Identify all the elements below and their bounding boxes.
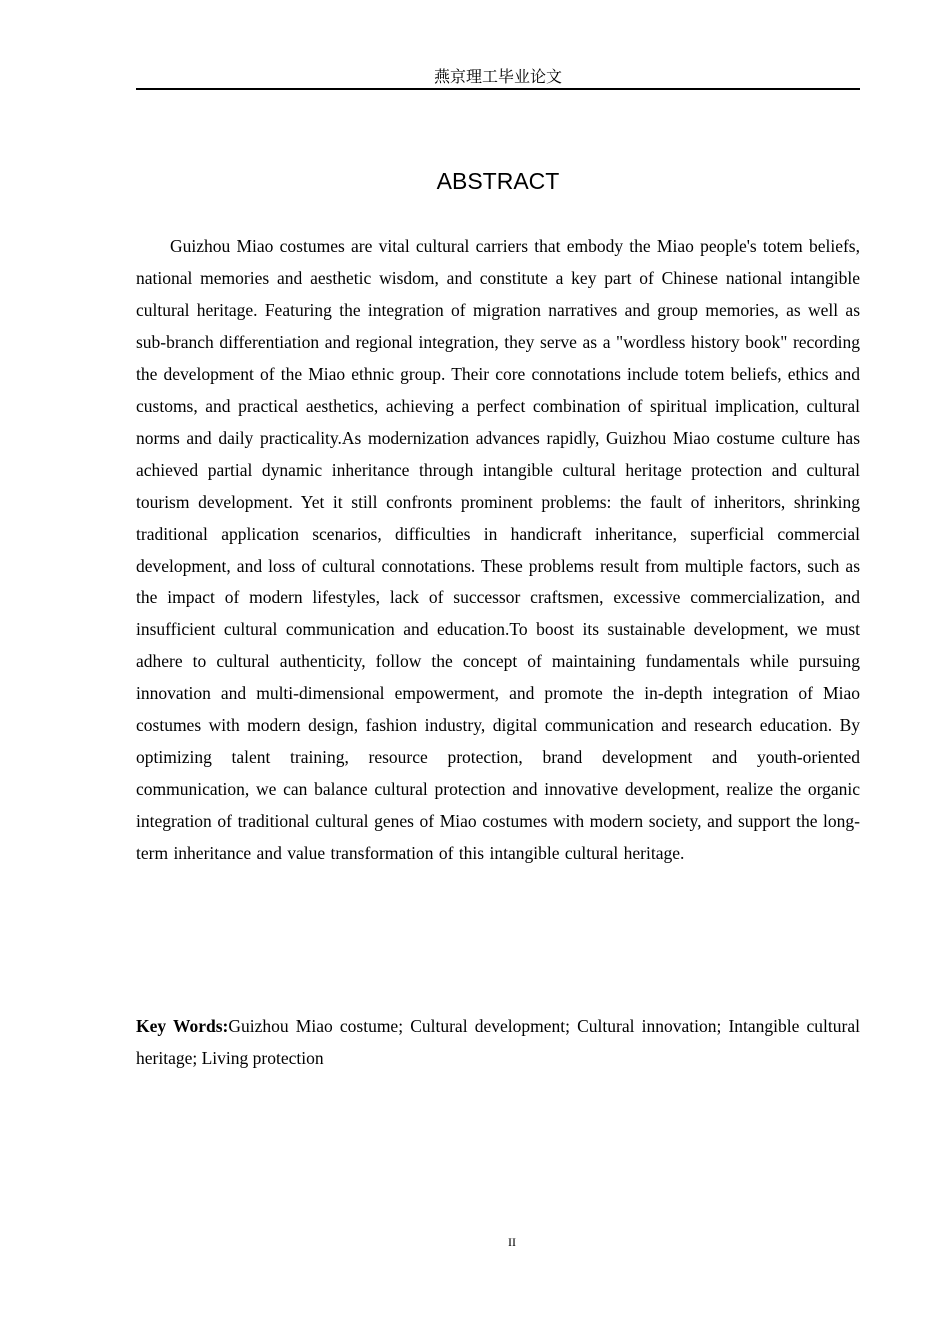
abstract-title: ABSTRACT <box>436 168 560 194</box>
keywords-paragraph <box>136 1010 860 1074</box>
header-rule <box>136 88 860 90</box>
page-number: II <box>508 1235 516 1249</box>
running-header: 燕京理工毕业论文 <box>433 67 562 86</box>
keywords-list: Guizhou Miao costume; Cultural development; Cultural innovation; Intangible cultural heritage; Living protection <box>136 1016 860 1068</box>
abstract-paragraph: Guizhou Miao costumes are vital cultural carriers that embody the Miao people's totem beliefs, national memories and aesthetic wisdom, and constitute a key part of Chinese national intangible cultural heritage. Featuring the integration of migration narratives and group memories, as well as sub-branch differentiation and regional integration, they serve as a "wordless history book" recording the development of the Miao ethnic group. Their core connotations include totem beliefs, ethics and customs, and practical aesthetics, achieving a perfect combination of spiritual implication, cultural norms and daily practicality.As modernization advances rapidly, Guizhou Miao costume culture has achieved partial dynamic inheritance through intangible cultural heritage protection and cultural tourism development. Yet it still confronts prominent problems: the fault of inheritors, shrinking traditional application scenarios, difficulties in handicraft inheritance, superficial commercial development, and loss of cultural connotations. These problems result from multiple factors, such as the impact of modern lifestyles, lack of successor craftsmen, excessive commercialization, and insufficient cultural communication and education.To boost its sustainable development, we must adhere to cultural authenticity, follow the concept of maintaining fundamentals while pursuing innovation and multi-dimensional empowerment, and promote the in-depth integration of Miao costumes with modern design, fashion industry, digital communication and research education. By optimizing talent training, resource protection, brand development and youth-oriented communication, we can balance cultural protection and innovative development, realize the organic integration of traditional cultural genes of Miao costumes with modern society, and support the long-term inheritance and value transformation of this intangible cultural heritage. <box>136 236 860 864</box>
keywords-label: Key Words: <box>136 1016 229 1036</box>
